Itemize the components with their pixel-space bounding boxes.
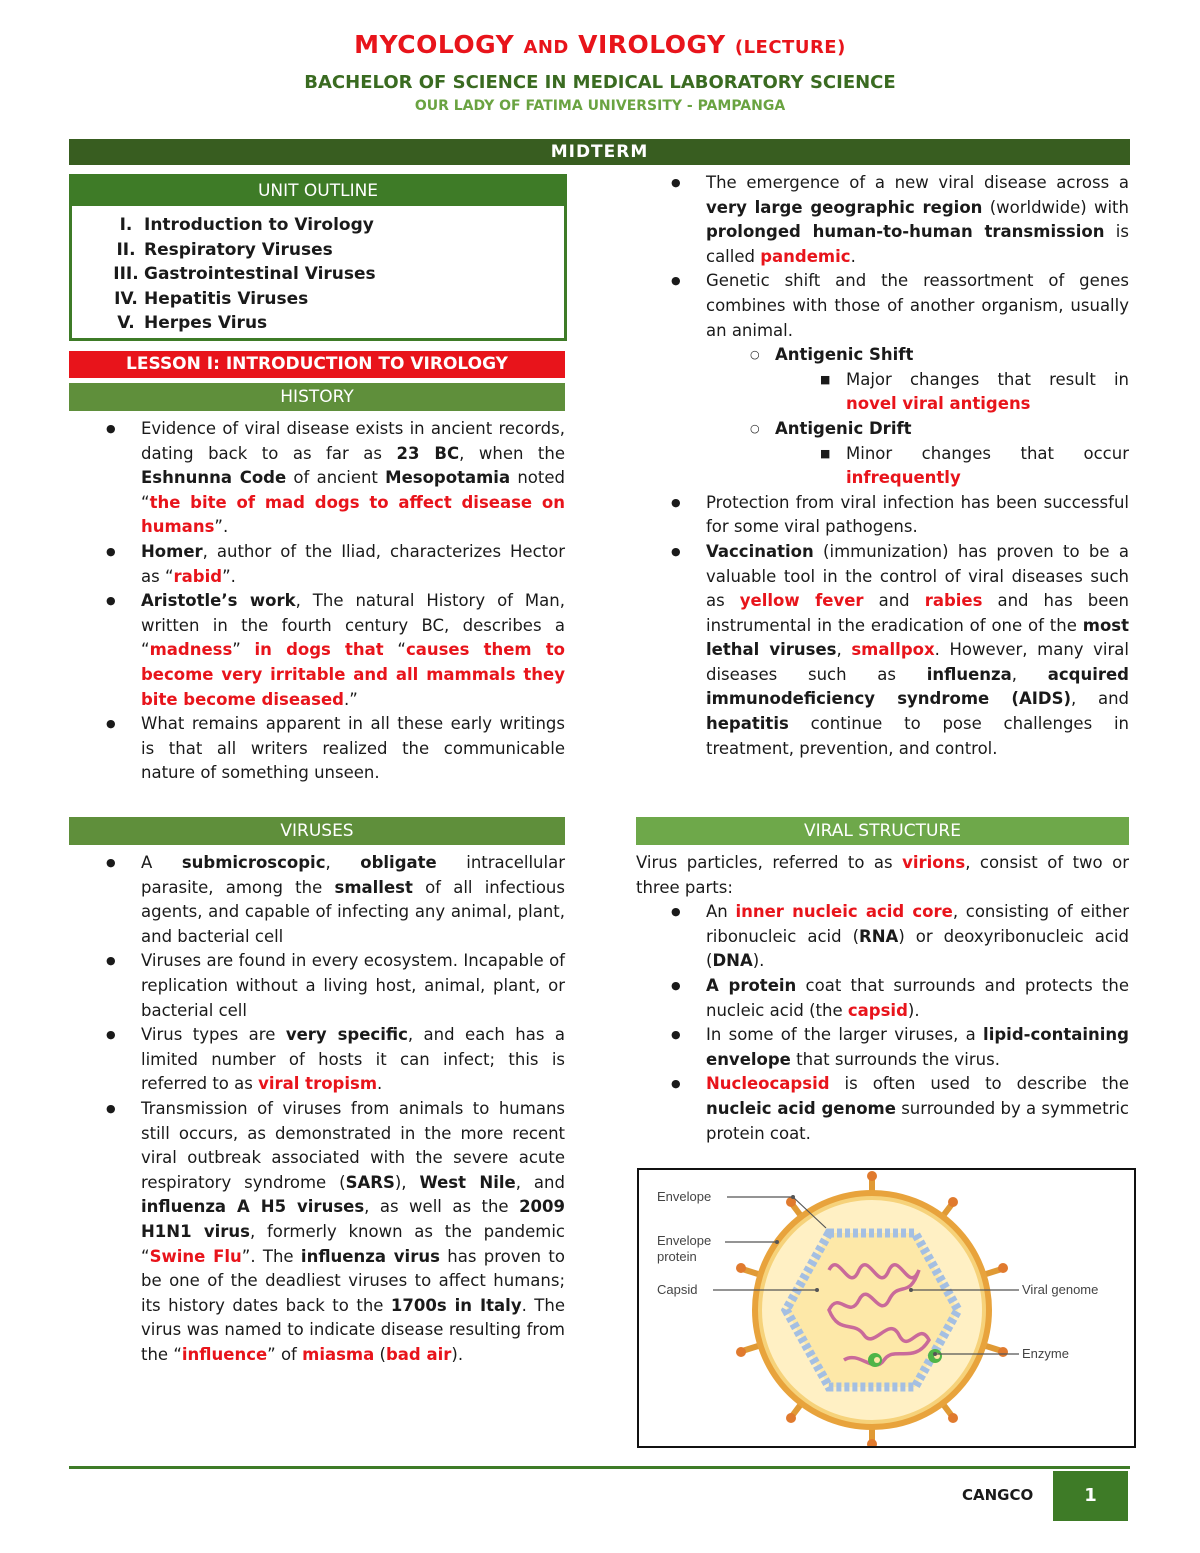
virus-diagram [639,1170,1134,1446]
bullet-icon: ● [106,1101,116,1115]
page-number: 1 [1053,1471,1128,1521]
list-item: ● A submicroscopic, obligate intracellular parasite, among the smallest of all infectious agents, and capable of infecting any animal, plant, and bacterial cell [106,853,565,946]
bullet-icon: ● [671,905,681,919]
unit-outline-box [69,174,567,341]
list-item: ● Virus types are very specific, and each has a limited number of hosts it can infect; this is referred to as viral tropism. [106,1025,565,1094]
list-item: ● An inner nucleic acid core, consisting of either ribonucleic acid (RNA) or deoxyribonucleic acid (DNA). [671,902,1130,971]
outline-item: I. Introduction to Virology [119,215,374,235]
bullet-icon: ● [106,954,116,968]
bullet-icon: ● [671,544,681,558]
list-item: ● Genetic shift and the reassortment of genes combines with those of another organism, usually an animal. [671,271,1129,340]
outline-item: V. Herpes Virus [117,313,268,333]
list-item: ● Nucleocapsid is often used to describe the nucleic acid genome surrounded by a symmetric protein coat. [671,1074,1129,1143]
bullet-icon: ● [671,978,681,992]
bullet-icon: ● [106,717,116,731]
label-viral-genome: Viral genome [1022,1282,1099,1297]
structure-intro: Virus particles, referred to as virions, consist of two or three parts: [636,853,1129,897]
program-name: BACHELOR OF SCIENCE IN MEDICAL LABORATORY SCIENCE [304,72,896,93]
viruses-list [69,851,565,1367]
list-item: ● The emergence of a new viral disease across a very large geographic region (worldwide) with prolonged human-to-human transmission is called pandemic. [671,173,1129,266]
list-item: ■ Major changes that result in novel viral antigens [820,369,1129,414]
title-virology: VIROLOGY [578,30,726,59]
virus-structure-figure [637,1168,1136,1448]
bullet-icon: ● [671,176,681,189]
unit-outline-title: UNIT OUTLINE [72,177,564,206]
list-item: ○ Antigenic Shift [634,343,1129,368]
viral-structure-list [636,851,1129,1146]
term-banner: MIDTERM [69,139,1130,165]
label-capsid: Capsid [657,1282,698,1297]
title-mycology: MYCOLOGY [354,30,515,59]
bullet-icon: ● [106,422,116,435]
label-enzyme: Enzyme [1022,1346,1069,1361]
outline-item: IV. Hepatitis Viruses [114,288,309,309]
bullet-icon: ● [106,544,116,558]
bullet-icon: ● [106,856,116,869]
outline-item: III. Gastrointestinal Viruses [113,264,376,284]
list-item: ● Transmission of viruses from animals to humans still occurs, as demonstrated in the more recent viral outbreak associated with the severe acute respiratory syndrome (SARS), West Nile, and influenza A H5 viruses, as well as the 2009 H1N1 virus, formerly known as the pandemic “Swine Flu”. The influenza virus has proven to be one of the deadliest viruses to affect humans; its history dates back to the 1700s in Italy. The virus was named to indicate disease resulting from the “influence” of miasma (bad air). [106,1098,565,1364]
bullet-icon: ● [671,495,681,509]
footer-author: CANGCO [962,1486,1034,1504]
circle-bullet-icon: ○ [750,421,760,435]
bullet-icon: ● [106,594,116,608]
list-item: ● What remains apparent in all these early writings is that all writers realized the communicable nature of something unseen. [106,714,565,783]
list-item: ● In some of the larger viruses, a lipid-containing envelope that surrounds the virus. [671,1025,1129,1069]
history-list [69,417,565,786]
square-bullet-icon: ■ [820,446,831,460]
list-item: ● Viruses are found in every ecosystem. Incapable of replication without a living host, animal, plant, or bacterial cell [106,951,565,1020]
bullet-icon: ● [106,1028,116,1042]
list-item: ● Protection from viral infection has been successful for some viral pathogens. [671,492,1129,537]
school-name: OUR LADY OF FATIMA UNIVERSITY - PAMPANGA [414,98,786,114]
footer-divider [69,1466,1130,1469]
bullet-icon: ● [671,1077,681,1091]
title-and: AND [523,37,569,58]
list-item: ● Aristotle’s work, The natural History of Man, written in the fourth century BC, describes a “madness” in dogs that “causes them to become very irritable and all mammals they bite become diseased.” [106,591,566,709]
list-item: ● Evidence of viral disease exists in ancient records, dating back to as far as 23 BC, when the Eshnunna Code of ancient Mesopotamia noted “the bite of mad dogs to affect disease on humans”. [106,419,566,537]
label-envelope-protein-1: Envelope [657,1233,712,1248]
label-envelope: Envelope [657,1189,712,1204]
lesson-title: LESSON I: INTRODUCTION TO VIROLOGY [69,351,565,378]
outline-item: II. Respiratory Viruses [116,239,333,260]
list-item: ○ Antigenic Drift [634,417,1129,442]
circle-bullet-icon: ○ [750,348,760,362]
section-viral-structure-header: VIRAL STRUCTURE [636,817,1129,845]
title-lecture: (LECTURE) [734,37,846,58]
section-history-header: HISTORY [69,383,565,411]
list-item: ● A protein coat that surrounds and protects the nucleic acid (the capsid). [671,975,1129,1020]
list-item: ● Homer, author of the Iliad, characterizes Hector as “rabid”. [106,541,565,586]
bullet-icon: ● [671,1028,681,1042]
list-item: ■ Minor changes that occur infrequently [820,443,1129,488]
document-title [0,30,1200,59]
square-bullet-icon: ■ [820,372,831,386]
list-item: ● Vaccination (immunization) has proven to be a valuable tool in the control of viral diseases such as yellow fever and rabies and has been instrumental in the eradication of one of the most lethal viruses, smallpox. However, many viral diseases such as influenza, acquired immunodeficiency syndrome (AIDS), and hepatitis continue to pose challenges in treatment, prevention, and control. [671,541,1129,758]
label-envelope-protein-2: protein [657,1249,697,1264]
bullet-icon: ● [671,274,681,288]
section-viruses-header: VIRUSES [69,817,565,845]
right-list [634,171,1129,761]
